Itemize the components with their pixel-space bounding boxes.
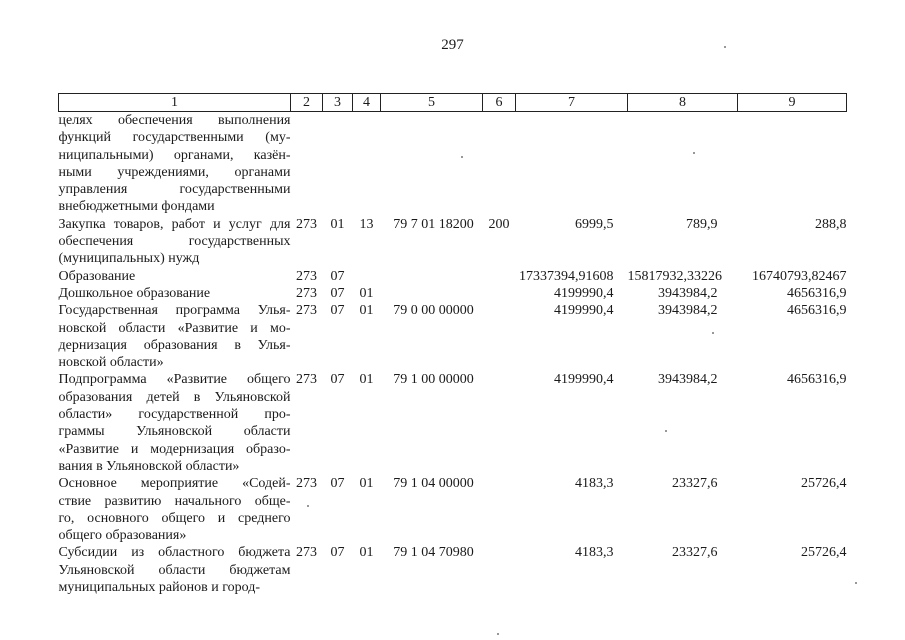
header-col-1: 1 (59, 94, 291, 112)
row-ministry-code: 273 (296, 476, 317, 492)
header-col-7: 7 (516, 94, 628, 112)
row-name-line: Ульяновской области бюджетам (58, 562, 291, 578)
row-amount-col8: 3943984,2 (658, 285, 718, 301)
row-name-line: Государственная программа Улья- (58, 303, 291, 319)
row-target-article: 79 7 01 18200 (393, 216, 474, 232)
row-name-line: Основное мероприятие «Содей- (58, 476, 291, 492)
row-name (59, 475, 291, 544)
table-row (59, 302, 847, 371)
row-name (59, 371, 291, 475)
row-amount-col7: 4199990,4 (554, 285, 614, 301)
row-target-article: 79 1 04 00000 (393, 476, 474, 492)
row-subsection-code: 01 (359, 476, 374, 492)
row-amount-col9: 4656316,9 (787, 285, 847, 301)
header-col-3: 3 (323, 94, 353, 112)
scan-speck (724, 46, 726, 48)
row-target-article (381, 112, 483, 216)
header-row (59, 94, 847, 112)
row-amount-col9: 4656316,9 (787, 303, 847, 319)
scan-speck (461, 156, 463, 158)
row-amount-col8: 23327,6 (672, 545, 718, 561)
row-expense-type (483, 302, 516, 371)
row-ministry-code: 273 (296, 303, 317, 319)
row-target-article (381, 268, 483, 285)
row-ministry-code (291, 112, 323, 216)
table-row (59, 371, 847, 475)
row-subsection-code: 01 (359, 285, 374, 301)
row-section-code: 07 (330, 285, 345, 301)
row-expense-type (483, 268, 516, 285)
row-section-code: 01 (330, 216, 345, 232)
row-name-line: дернизация образования в Улья- (58, 337, 291, 353)
row-amount-col7: 4199990,4 (554, 372, 614, 388)
row-amount-col9 (738, 112, 847, 216)
row-name-line: целях обеспечения выполнения (58, 113, 291, 128)
row-subsection-code: 13 (359, 216, 374, 232)
row-name-line: общего образования» (58, 528, 187, 544)
row-expense-type (483, 371, 516, 475)
row-name-line: новской области «Развитие и мо- (58, 320, 291, 336)
row-amount-col9: 25726,4 (801, 476, 847, 492)
row-subsection-code (353, 268, 381, 285)
row-amount-col9: 25726,4 (801, 545, 847, 561)
row-amount-col8: 15817932,33226 (627, 268, 722, 284)
row-expense-type (483, 544, 516, 596)
row-name-line: обеспечения государственных (58, 234, 291, 250)
scan-speck (307, 505, 309, 507)
row-name (59, 302, 291, 371)
row-name-line: ниципальными) органами, казён- (58, 147, 291, 163)
scan-speck (693, 152, 695, 154)
row-subsection-code: 01 (359, 303, 374, 319)
header-col-5: 5 (381, 94, 483, 112)
row-name-line: «Развитие и модернизация образо- (58, 441, 291, 457)
row-amount-col7: 4183,3 (575, 476, 614, 492)
row-section-code (323, 112, 353, 216)
row-expense-type (483, 285, 516, 302)
row-amount-col7: 6999,5 (575, 216, 614, 232)
row-amount-col7: 4183,3 (575, 545, 614, 561)
table-row (59, 268, 847, 285)
row-target-article: 79 1 04 70980 (393, 545, 474, 561)
scan-speck (665, 430, 667, 432)
row-amount-col8: 3943984,2 (658, 303, 718, 319)
row-name-line: внебюджетными фондами (58, 199, 215, 215)
row-amount-col9: 288,8 (815, 216, 847, 232)
scan-speck (855, 582, 857, 584)
table-row (59, 112, 847, 216)
row-amount-col8: 23327,6 (672, 476, 718, 492)
row-ministry-code: 273 (296, 372, 317, 388)
row-name-line: Субсидии из областного бюджета (58, 545, 291, 561)
row-expense-type (483, 112, 516, 216)
row-name-line: ствие развитию начального обще- (58, 493, 291, 509)
header-col-4: 4 (353, 94, 381, 112)
row-name-line: муниципальных районов и город- (58, 580, 261, 596)
header-col-2: 2 (291, 94, 323, 112)
row-name-line: го, основного общего и среднего (58, 510, 291, 526)
row-target-article: 79 1 00 00000 (393, 372, 474, 388)
row-ministry-code: 273 (296, 285, 317, 301)
row-name-line: образования детей в Ульяновской (58, 389, 291, 405)
row-subsection-code: 01 (359, 372, 374, 388)
row-name-line: новской области» (58, 355, 164, 371)
row-section-code: 07 (330, 303, 345, 319)
row-amount-col8: 789,9 (686, 216, 718, 232)
row-subsection-code (353, 112, 381, 216)
row-name-line: Закупка товаров, работ и услуг для (58, 216, 291, 232)
scan-speck (497, 633, 499, 635)
row-section-code: 07 (330, 476, 345, 492)
row-expense-type (483, 475, 516, 544)
row-ministry-code: 273 (296, 268, 317, 284)
row-name (59, 544, 291, 596)
header-col-9: 9 (738, 94, 847, 112)
row-amount-col7: 17337394,91608 (519, 268, 614, 284)
table-header (59, 94, 847, 112)
row-amount-col8: 3943984,2 (658, 372, 718, 388)
row-name-line: вания в Ульяновской области» (58, 458, 240, 474)
row-name (59, 112, 291, 216)
table-row (59, 544, 847, 596)
row-ministry-code: 273 (296, 216, 317, 232)
row-ministry-code: 273 (296, 545, 317, 561)
row-name (59, 216, 291, 268)
row-name-line: ными учреждениями, органами (58, 164, 291, 180)
header-col-6: 6 (483, 94, 516, 112)
row-expense-type: 200 (488, 216, 510, 232)
table-body (59, 112, 847, 597)
row-target-article: 79 0 00 00000 (393, 303, 474, 319)
row-section-code: 07 (330, 545, 345, 561)
row-section-code: 07 (330, 372, 345, 388)
budget-table (58, 93, 847, 596)
row-name-line: Подпрограмма «Развитие общего (58, 372, 291, 388)
row-amount-col9: 4656316,9 (787, 372, 847, 388)
row-amount-col7: 4199990,4 (554, 303, 614, 319)
row-name-line: (муниципальных) нужд (58, 251, 200, 267)
row-name (59, 268, 291, 285)
row-name-line: Образование (58, 268, 136, 284)
row-name (59, 285, 291, 302)
table-row (59, 285, 847, 302)
row-name-line: Дошкольное образование (58, 285, 211, 301)
row-amount-col8 (628, 112, 738, 216)
row-amount-col7 (516, 112, 628, 216)
table-row (59, 216, 847, 268)
row-amount-col9: 16740793,82467 (752, 268, 847, 284)
row-name-line: области» государственной про- (58, 407, 291, 423)
row-target-article (381, 285, 483, 302)
row-name-line: функций государственными (му- (58, 130, 291, 146)
row-name-line: управления государственными (58, 182, 291, 198)
table-row (59, 475, 847, 544)
row-subsection-code: 01 (359, 545, 374, 561)
row-name-line: граммы Ульяновской области (58, 424, 291, 440)
page-number: 297 (441, 37, 464, 53)
scan-speck (712, 332, 714, 334)
header-col-8: 8 (628, 94, 738, 112)
row-section-code: 07 (330, 268, 345, 284)
